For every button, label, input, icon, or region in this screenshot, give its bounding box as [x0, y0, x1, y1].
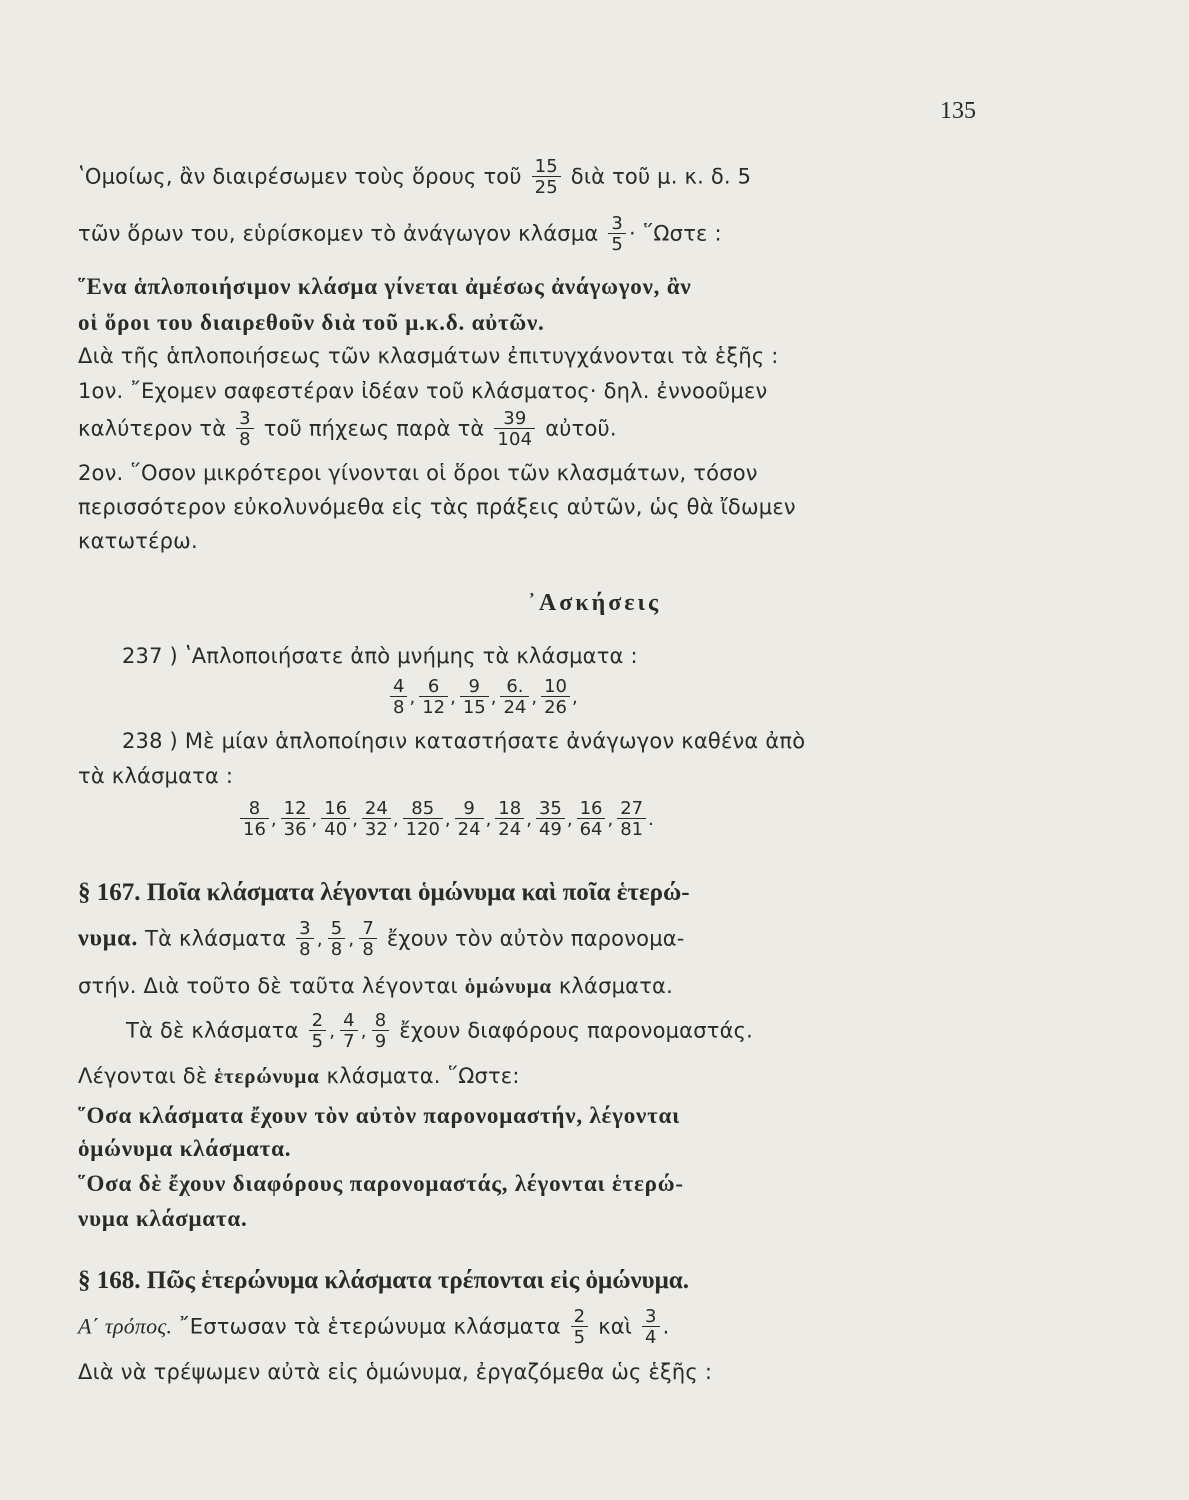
paragraph-line: Διὰ νὰ τρέψωμεν αὐτὰ εἰς ὁμώνυμα, ἐργαζόμεθα ὡς ἑξῆς :: [78, 1360, 713, 1384]
separator: ,: [316, 928, 323, 950]
fraction: [642, 1308, 660, 1347]
text-span: ʽΟμοίως, ἂν διαιρέσωμεν τοὺς ὅρους τοῦ: [78, 164, 522, 189]
numerator: 4: [390, 678, 407, 697]
denominator: 49: [538, 819, 562, 840]
denominator: 120: [405, 819, 440, 840]
numerator: 3: [296, 920, 314, 939]
numerator: 39: [494, 410, 535, 429]
paragraph-line: [78, 158, 751, 197]
separator: ,: [566, 809, 573, 830]
numerator: 5: [328, 920, 346, 939]
page-number: 135: [940, 98, 976, 124]
fraction: [296, 920, 314, 959]
denominator: 5: [311, 1031, 324, 1052]
numerator: 3: [236, 410, 254, 429]
separator: ,: [485, 809, 492, 830]
separator: ,: [409, 687, 416, 708]
separator: ,: [270, 809, 277, 830]
separator: ,: [607, 809, 614, 830]
denominator: 12: [422, 697, 446, 718]
numerator: 3: [642, 1308, 660, 1327]
fraction: [309, 1012, 327, 1051]
fraction: [541, 678, 570, 717]
fraction: [372, 1012, 390, 1051]
numerator: 6.: [500, 678, 529, 697]
text-span: Λέγονται δὲ: [78, 1064, 208, 1088]
separator: ,: [531, 687, 538, 708]
denominator: 8: [362, 939, 374, 960]
denominator: 8: [393, 697, 405, 718]
text-span: καὶ: [598, 1314, 633, 1339]
numerator: 7: [359, 920, 377, 939]
fraction: [328, 920, 346, 959]
section-168-heading: § 168. Πῶς ἑτερώνυμα κλάσματα τρέπονται εἰς ὁμώνυμα.: [78, 1267, 690, 1294]
numerator: 9: [460, 678, 489, 697]
fraction-group: [293, 918, 380, 960]
numerator: 15: [532, 158, 561, 177]
paragraph-line: κατωτέρω.: [78, 529, 198, 553]
separator: ,: [526, 809, 532, 830]
fraction: [608, 215, 626, 254]
denominator: 24: [498, 819, 522, 840]
fraction: [500, 678, 529, 717]
text-span: · ῞Ωστε :: [628, 221, 722, 246]
denominator: 64: [579, 819, 603, 840]
denominator: 24: [457, 819, 481, 840]
rule-line: ῞Ενα ἁπλοποιήσιμον κλάσμα γίνεται ἀμέσως ἀνάγωγον, ἂν: [78, 274, 692, 299]
text-span: ἔχουν τὸν αὐτὸν παρονομα-: [386, 926, 685, 951]
separator: ,: [450, 687, 456, 708]
exercise-237: 237 ) ʽΑπλοποιήσατε ἀπὸ μνήμης τὰ κλάσματα :: [122, 644, 638, 668]
text-span: κλάσματα. ῞Ωστε:: [326, 1064, 520, 1088]
rule-line: ῞Οσα δὲ ἔχουν διαφόρους παρονομαστάς, λέγονται ἑτερώ-: [78, 1171, 684, 1196]
numerator: 10: [541, 678, 570, 697]
text-span: στήν. Διὰ τοῦτο δὲ ταῦτα λέγονται: [78, 974, 458, 998]
text-span: τοῦ πήχεως παρὰ τὰ: [263, 416, 485, 441]
paragraph-line: Διὰ τῆς ἁπλοποιήσεως τῶν κλασμάτων ἐπιτυγχάνονται τὰ ἑξῆς :: [78, 344, 779, 368]
text-span: Τὰ κλάσματα: [145, 926, 287, 951]
exercises-title: ᾿Ασκήσεις: [527, 590, 662, 616]
denominator: 8: [330, 939, 343, 960]
denominator: 104: [497, 429, 533, 450]
numerator: 85: [403, 800, 443, 819]
denominator: 81: [620, 819, 644, 840]
paragraph-line: [126, 1012, 753, 1051]
denominator: 8: [239, 429, 251, 450]
fraction: [340, 1012, 358, 1051]
fraction: [532, 158, 561, 197]
fraction: [403, 800, 443, 839]
denominator: 32: [364, 819, 388, 840]
denominator: 16: [243, 819, 266, 840]
fraction: [281, 800, 310, 839]
fraction: [495, 800, 524, 839]
text-span: διὰ τοῦ μ. κ. δ. 5: [570, 164, 752, 189]
denominator: 24: [503, 697, 527, 718]
paragraph-line: [78, 1308, 670, 1347]
separator: ,: [572, 687, 578, 708]
denominator: 5: [573, 1327, 586, 1348]
separator: ,: [444, 809, 451, 830]
fraction: [419, 678, 448, 717]
numerator: 16: [321, 800, 350, 819]
separator: ,: [360, 1020, 367, 1042]
denominator: 4: [645, 1327, 657, 1348]
numerator: 8: [240, 800, 269, 819]
paragraph-line: [78, 920, 685, 959]
paragraph-line: 2ον. ῞Οσον μικρότεροι γίνονται οἱ ὅροι τῶν κλασμάτων, τόσον: [78, 461, 758, 485]
rule-line: νυμα κλάσματα.: [78, 1206, 248, 1231]
numerator: 4: [340, 1012, 358, 1031]
heading-continuation: νυμα.: [78, 925, 139, 952]
denominator: 8: [299, 939, 311, 960]
text-span: Τὰ δὲ κλάσματα: [126, 1018, 299, 1043]
numerator: 6: [419, 678, 448, 697]
separator: ,: [352, 809, 358, 830]
fraction: [617, 800, 646, 839]
fraction: [577, 800, 606, 839]
numerator: 2: [309, 1012, 327, 1031]
paragraph-line: περισσότερον εὐκολυνόμεθα εἰς τὰς πράξεις αὐτῶν, ὡς θὰ ἴδωμεν: [78, 495, 796, 519]
separator: ,: [490, 687, 497, 708]
denominator: 15: [462, 697, 486, 718]
fraction: [362, 800, 391, 839]
fraction-group: [306, 1010, 393, 1052]
paragraph-line: [78, 215, 722, 254]
fraction: [390, 678, 407, 717]
separator: .: [648, 809, 654, 830]
exercise-238-line2: τὰ κλάσματα :: [78, 764, 234, 788]
numerator: 12: [281, 800, 310, 819]
fraction: [240, 800, 269, 839]
exercise-238: 238 ) Μὲ μίαν ἁπλοποίησιν καταστήσατε ἀνάγωγον καθένα ἀπὸ: [122, 729, 806, 753]
denominator: 9: [374, 1031, 387, 1052]
denominator: 25: [534, 177, 558, 198]
separator: ,: [348, 928, 355, 950]
separator: ,: [311, 809, 318, 830]
numerator: 16: [577, 800, 606, 819]
paragraph-line: 1ον. ῎Εχομεν σαφεστέραν ἰδέαν τοῦ κλάσματος· δηλ. ἐννοοῦμεν: [78, 379, 768, 403]
denominator: 5: [611, 234, 623, 255]
fraction: [494, 410, 535, 449]
numerator: 18: [495, 800, 524, 819]
numerator: 8: [372, 1012, 390, 1031]
bold-term: ἑτερώνυμα: [214, 1064, 320, 1088]
numerator: 9: [455, 800, 484, 819]
numerator: 24: [362, 800, 391, 819]
text-span: τῶν ὅρων του, εὑρίσκομεν τὸ ἀνάγωγον κλάσμα: [78, 221, 599, 246]
rule-line: ὁμώνυμα κλάσματα.: [78, 1136, 292, 1161]
fraction-list-237: [388, 678, 580, 717]
rule-line: ῞Οσα κλάσματα ἔχουν τὸν αὐτὸν παρονομαστήν, λέγονται: [78, 1103, 681, 1128]
separator: ,: [329, 1020, 336, 1042]
rule-line: οἱ ὅροι του διαιρεθοῦν διὰ τοῦ μ.κ.δ. αὐτῶν.: [78, 310, 545, 335]
paragraph-line: [78, 410, 617, 449]
fraction: [321, 800, 350, 839]
text-span: ἔχουν διαφόρους παρονομαστάς.: [399, 1018, 754, 1043]
text-span: κλάσματα.: [558, 974, 673, 998]
denominator: 40: [324, 819, 348, 840]
numerator: 27: [617, 800, 646, 819]
denominator: 36: [283, 819, 307, 840]
text-span: καλύτερον τὰ: [78, 416, 227, 441]
fraction: [236, 410, 254, 449]
fraction: [460, 678, 489, 717]
text-span: .: [662, 1314, 670, 1339]
paragraph-line: [78, 976, 673, 997]
denominator: 7: [343, 1031, 355, 1052]
fraction-list-238: [238, 800, 656, 839]
text-span: ῎Εστωσαν τὰ ἑτερώνυμα κλάσματα: [179, 1314, 561, 1339]
numerator: 3: [608, 215, 626, 234]
bold-term: ὁμώνυμα: [464, 974, 552, 998]
italic-term: Α΄ τρόπος.: [78, 1313, 173, 1339]
paragraph-line: [78, 1066, 520, 1087]
fraction: [359, 920, 377, 959]
numerator: 2: [571, 1308, 589, 1327]
fraction: [455, 800, 484, 839]
numerator: 35: [536, 800, 565, 819]
denominator: 26: [544, 697, 568, 718]
fraction: [571, 1308, 589, 1347]
text-span: αὐτοῦ.: [545, 416, 617, 441]
separator: ,: [392, 809, 399, 830]
section-167-heading: § 167. Ποῖα κλάσματα λέγονται ὁμώνυμα καὶ ποῖα ἑτερώ-: [78, 879, 690, 906]
fraction: [536, 800, 565, 839]
